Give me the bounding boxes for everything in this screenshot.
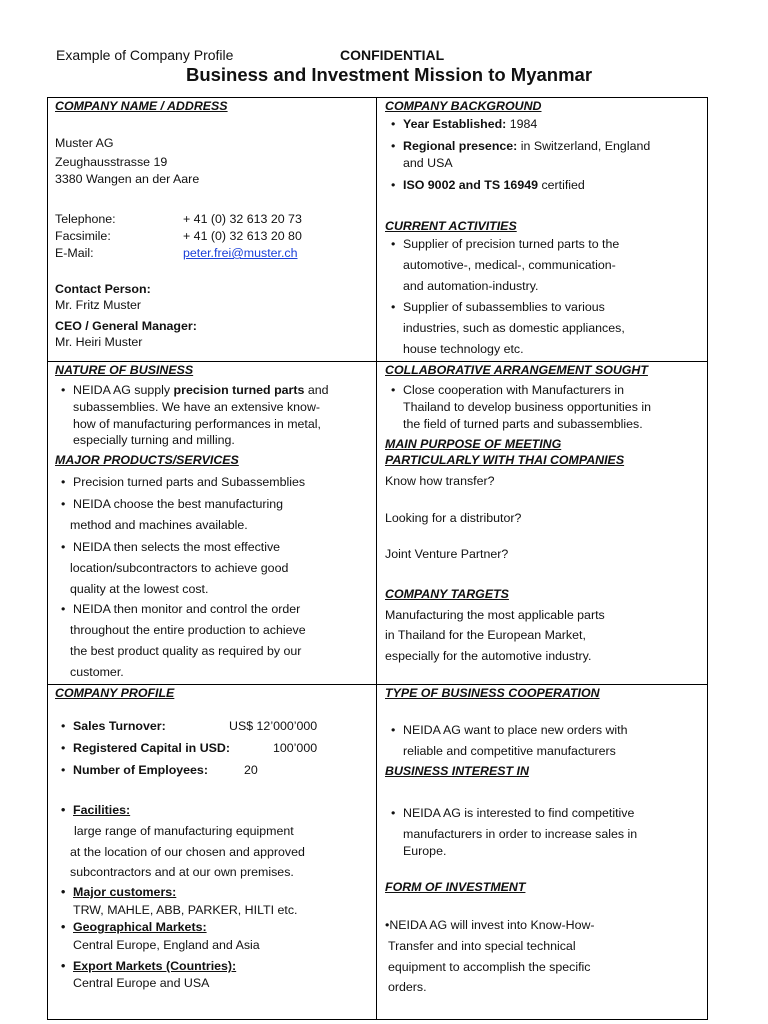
regional-item [403,139,650,154]
contact-value: Mr. Fritz Muster [55,298,142,312]
street: Zeughausstrasse 19 [55,155,168,169]
product-2-line-1: • NEIDA choose the best manufacturing [73,497,283,512]
nature-line-3: how of manufacturing performances in metal, [73,417,321,431]
cooperation-line-2: reliable and competitive manufacturers [403,744,616,758]
year-label: Year Established: [403,117,507,131]
activity-1-line-2: automotive-, medical-, communication- [403,258,616,272]
purpose-3: Joint Venture Partner? [385,547,509,561]
row-divider-1 [47,361,708,362]
confidential-label: CONFIDENTIAL [340,47,445,63]
export-label: • Export Markets (Countries): [73,959,236,974]
product-4-line-4: customer. [70,665,124,679]
customers-value: TRW, MAHLE, ABB, PARKER, HILTI etc. [73,903,298,917]
interest-heading: BUSINESS INTEREST IN [385,764,529,778]
investment-line-4: orders. [388,980,427,994]
iso-label: ISO 9002 and TS 16949 [403,178,538,192]
fax-value: + 41 (0) 32 613 20 80 [183,229,302,243]
geo-label: • Geographical Markets: [73,920,207,935]
product-4-line-1: • NEIDA then monitor and control the order [73,602,300,617]
telephone-label: Telephone: [55,212,116,226]
activity-2-line-3: house technology etc. [403,342,524,356]
nature-line-1-b: precision turned parts [173,383,305,397]
product-3-line-2: location/subcontractors to achieve good [70,561,289,575]
product-4-line-2: throughout the entire production to achieve [70,623,306,637]
product-3-line-1: • NEIDA then selects the most effective [73,540,280,555]
activity-2-line-1: • Supplier of subassemblies to various [403,300,605,315]
row-divider-2 [47,684,708,685]
profile-table [47,97,708,1020]
email-label: E-Mail: [55,246,94,260]
collab-heading: COLLABORATIVE ARRANGEMENT SOUGHT [385,363,648,377]
facilities-label: • Facilities: [73,803,130,818]
cooperation-heading: TYPE OF BUSINESS COOPERATION [385,686,600,700]
nature-line-2: subassemblies. We have an extensive know- [73,400,321,414]
regional-value-2: and USA [403,156,453,170]
capital-value: 100’000 [273,741,318,755]
employees-label: Number of Employees: [73,763,208,777]
employees-item [73,763,208,778]
facilities-line-2: at the location of our chosen and approved [70,845,305,859]
telephone-value: + 41 (0) 32 613 20 73 [183,212,302,226]
targets-heading: COMPANY TARGETS [385,587,509,601]
background-heading: COMPANY BACKGROUND [385,99,542,113]
purpose-heading-2: PARTICULARLY WITH THAI COMPANIES [385,453,625,467]
page-title: Business and Investment Mission to Myanmar [185,64,593,85]
city: 3380 Wangen an der Aare [55,172,200,186]
export-value: Central Europe and USA [73,976,210,990]
investment-line-1: •NEIDA AG will invest into Know-How- [385,918,595,932]
investment-line-3: equipment to accomplish the specific [388,960,591,974]
purpose-1: Know how transfer? [385,474,495,488]
facilities-line-3: subcontractors and at our own premises. [70,865,294,879]
interest-line-1: • NEIDA AG is interested to find competitive [403,806,634,821]
investment-heading: FORM OF INVESTMENT [385,880,526,894]
year-item [403,117,537,132]
nature-line-1-c: and [304,383,329,397]
investment-line-2: Transfer and into special technical [388,939,576,953]
sales-label: Sales Turnover: [73,719,166,733]
activity-1-line-3: and automation-industry. [403,279,539,293]
contact-label: Contact Person: [55,282,151,296]
customers-label: • Major customers: [73,885,176,900]
interest-line-3: Europe. [403,844,447,858]
products-heading: MAJOR PRODUCTS/SERVICES [55,453,239,467]
collab-line-2: Thailand to develop business opportunities in [403,400,651,414]
geo-value: Central Europe, England and Asia [73,938,260,952]
sales-value: US$ 12’000’000 [229,719,318,733]
activities-heading: CURRENT ACTIVITIES [385,219,517,233]
iso-suffix: certified [538,178,585,192]
nature-heading: NATURE OF BUSINESS [55,363,194,377]
product-2-line-2: method and machines available. [70,518,248,532]
profile-heading: COMPANY PROFILE [55,686,175,700]
company-name-heading: COMPANY NAME / ADDRESS [55,99,228,113]
target-line-2: in Thailand for the European Market, [385,628,586,642]
nature-line-1 [73,383,329,398]
email-link[interactable]: peter.frei@muster.ch [183,246,298,260]
activity-2-line-2: industries, such as domestic appliances, [403,321,625,335]
target-line-3: especially for the automotive industry. [385,649,592,663]
product-3-line-3: quality at the lowest cost. [70,582,209,596]
ceo-value: Mr. Heiri Muster [55,335,143,349]
company-name: Muster AG [55,136,114,150]
ceo-label: CEO / General Manager: [55,319,197,333]
employees-value: 20 [244,763,258,777]
interest-line-2: manufacturers in order to increase sales in [403,827,638,841]
product-1: • Precision turned parts and Subassemblies [73,475,305,490]
target-line-1: Manufacturing the most applicable parts [385,608,605,622]
cooperation-line-1: • NEIDA AG want to place new orders with [403,723,628,738]
collab-line-3: the field of turned parts and subassemblies. [403,417,643,431]
regional-label: Regional presence: [403,139,518,153]
capital-item [73,741,230,756]
iso-item [403,178,585,193]
regional-value: in Switzerland, England [517,139,651,153]
facilities-line-1: large range of manufacturing equipment [74,824,294,838]
nature-line-1-a: NEIDA AG supply [73,383,174,397]
activity-1-line-1: • Supplier of precision turned parts to the [403,237,619,252]
capital-label: Registered Capital in USD: [73,741,230,755]
column-divider [376,97,377,1020]
header-left: Example of Company Profile [56,47,234,63]
nature-line-4: especially turning and milling. [73,433,235,447]
purpose-2: Looking for a distributor? [385,511,522,525]
purpose-heading-1: MAIN PURPOSE OF MEETING [385,437,562,451]
fax-label: Facsimile: [55,229,111,243]
collab-line-1: • Close cooperation with Manufacturers in [403,383,624,398]
year-value: 1984 [506,117,538,131]
product-4-line-3: the best product quality as required by our [70,644,302,658]
sales-item [73,719,166,734]
